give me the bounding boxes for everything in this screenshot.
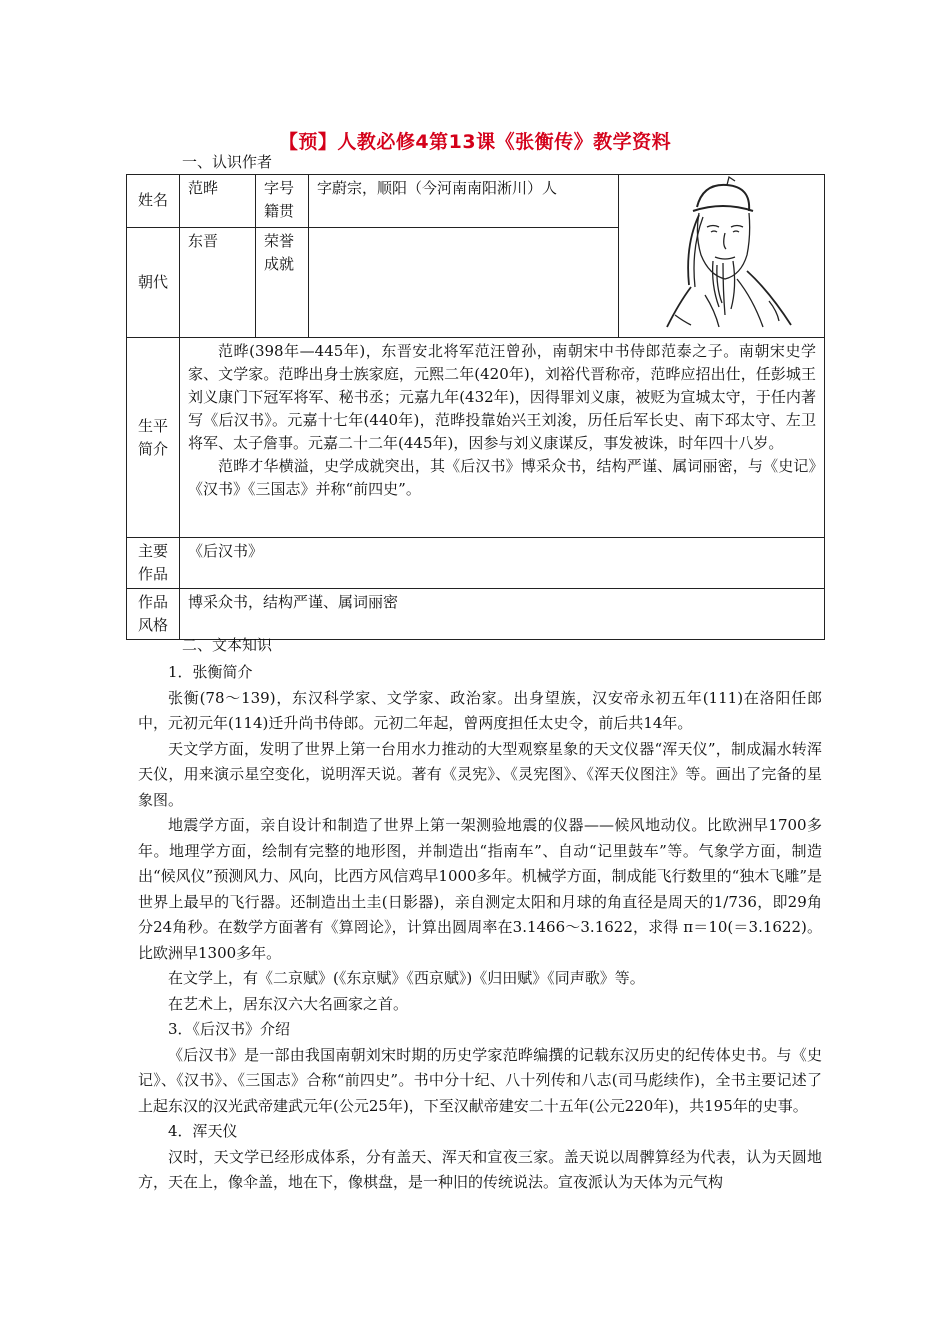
zihao-value: 字蔚宗，顺阳（今河南南阳淅川）人 (309, 175, 619, 228)
bio-paragraph-1: 范晔(398年—445年)，东晋安北将军范汪曾孙，南朝宋中书侍郎范泰之子。南朝宋史学家、文学家。范晔出身士族家庭，元熙二年(420年)，刘裕代晋称帝，范晔应招出仕，任彭城王刘义康门下冠军将军、秘书丞；元嘉九年(432年)，因得罪刘义康，被贬为宣城太守，于任内著写《后汉书》。元嘉十七年(440年)，范晔投靠始兴王刘浚，历任后军长史、南下邳太守、左卫将军、太子詹事。元嘉二十二年(445年)，因参与刘义康谋反，事发被诛，时年四十八岁。 (188, 342, 816, 452)
fan-ye-portrait (619, 175, 825, 330)
name-label: 姓名 (127, 175, 180, 228)
style-value: 博采众书，结构严谨、属词丽密 (180, 589, 825, 640)
section-heading-2: 二、文本知识 (182, 636, 273, 654)
paragraph: 汉时，天文学已经形成体系，分有盖天、浑天和宣夜三家。盖天说以周髀算经为代表，认为天圆地方，天在上，像伞盖，地在下，像棋盘，是一种旧的传统说法。宣夜派认为天体为元气构 (138, 1147, 822, 1191)
bio-paragraph-2: 范晔才华横溢，史学成就突出，其《后汉书》博采众书，结构严谨、属词丽密，与《史记》《汉书》《三国志》并称“前四史”。 (188, 457, 816, 498)
section-heading-1: 一、认识作者 (182, 153, 273, 171)
dynasty-value: 东晋 (180, 227, 256, 337)
subheading-huntianyi: 4．浑天仪 (168, 1122, 238, 1140)
honor-value (309, 227, 619, 337)
paragraph: 在艺术上，居东汉六大名画家之首。 (168, 994, 409, 1013)
paragraph: 《后汉书》是一部由我国南朝刘宋时期的历史学家范晔编撰的记载东汉历史的纪传体史书。与《史记》、《汉书》、《三国志》合称“前四史”。书中分十纪、八十列传和八志(司马彪续作)，全书主要记述了上起东汉的汉光武帝建武元年(公元25年)，下至汉献帝建安二十五年(公元220年)，共195年的史事。 (138, 1045, 822, 1115)
document-title: 【预】人教必修4第13课《张衡传》教学资料 (278, 131, 672, 153)
dynasty-label: 朝代 (127, 227, 180, 337)
works-value: 《后汉书》 (180, 538, 825, 589)
paragraph: 天文学方面，发明了世界上第一台用水力推动的大型观察星象的天文仪器“浑天仪”，制成漏水转浑天仪，用来演示星空变化，说明浑天说。著有《灵宪》、《灵宪图》、《浑天仪图注》等。画出了完备的星象图。 (138, 739, 822, 809)
name-value: 范晔 (180, 175, 256, 228)
paragraph: 张衡(78～139)，东汉科学家、文学家、政治家。出身望族，汉安帝永初五年(111)在洛阳任郎中，元初元年(114)迁升尚书侍郎。元初二年起，曾两度担任太史令，前后共14年。 (138, 688, 822, 732)
subheading-zhangheng: 1．张衡简介 (168, 663, 253, 681)
bio-content (180, 338, 825, 538)
portrait-cell (619, 175, 825, 338)
subheading-houhanshu: 3．《后汉书》介绍 (168, 1020, 291, 1038)
style-label: 作品风格 (127, 589, 180, 640)
paragraph: 地震学方面，亲自设计和制造了世界上第一架测验地震的仪器——候风地动仪。比欧洲早1700多年。地理学方面，绘制有完整的地形图，并制造出“指南车”、自动“记里鼓车”等。气象学方面，制造出“候风仪”预测风力、风向，比西方风信鸡早1000多年。机械学方面，制成能飞行数里的“独木飞雕”是世界上最早的飞行器。还制造出土圭(日影器)，亲自测定太阳和月球的角直径是周天的1/736，即29角分24角秒。在数学方面著有《算罔论》，计算出圆周率在3.1466～3.1622，求得 π＝10(＝3.1622)。比欧洲早1300多年。 (138, 816, 822, 962)
paragraph: 在文学上，有《二京赋》(《东京赋》《西京赋》)《归田赋》《同声歌》等。 (168, 969, 645, 987)
zihao-label: 字号籍贯 (256, 175, 309, 228)
honor-label: 荣誉成就 (256, 227, 309, 337)
body-text (138, 660, 822, 1196)
works-label: 主要作品 (127, 538, 180, 589)
bio-label: 生平简介 (127, 338, 180, 538)
author-info-table (126, 174, 825, 640)
